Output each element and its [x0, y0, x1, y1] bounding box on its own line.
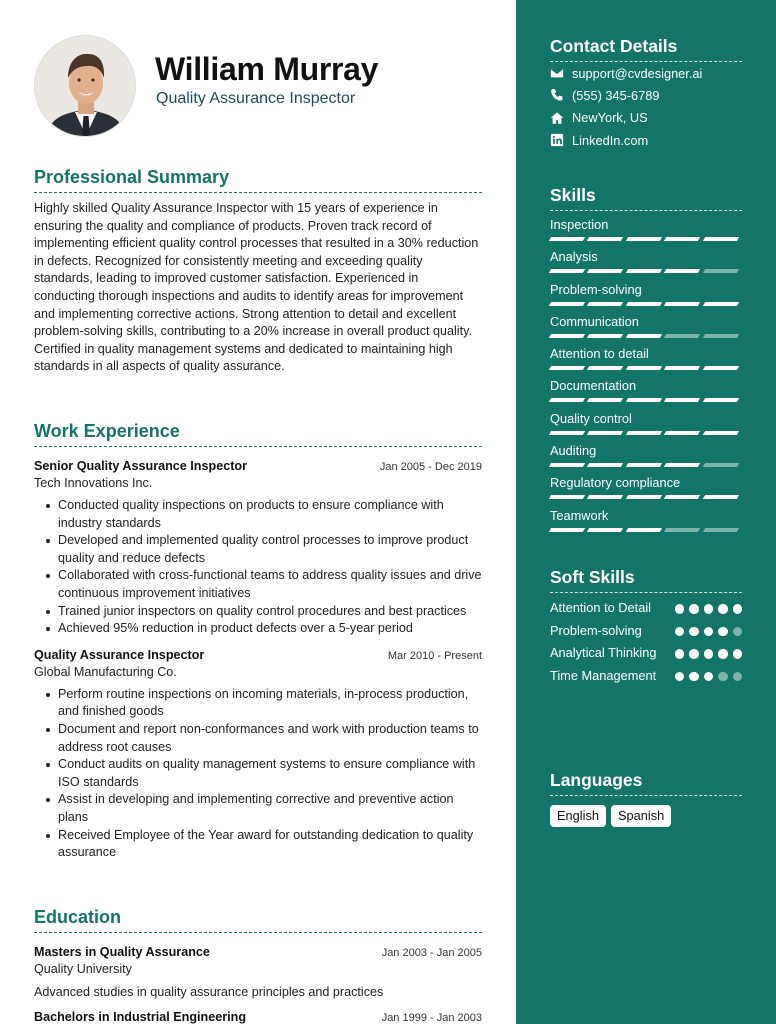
- skill-level-segment: [664, 528, 701, 532]
- list-item: Assist in developing and implementing corrective and preventive action plans: [34, 791, 482, 826]
- job-bullets: [34, 686, 482, 862]
- rating-dot: [718, 672, 728, 682]
- skill-level-segment: [664, 398, 701, 402]
- skill-item: [550, 408, 742, 440]
- envelope-icon: [550, 66, 564, 80]
- skill-level-segment: [587, 495, 624, 499]
- skill-item: [550, 214, 742, 246]
- skill-level-bar: [550, 366, 742, 370]
- education-description: Advanced studies in quality assurance principles and practices: [34, 985, 384, 999]
- skill-level-segment: [702, 269, 739, 273]
- soft-skill-label: Analytical Thinking: [550, 645, 657, 660]
- contact-linkedin[interactable]: [550, 129, 742, 151]
- summary-heading: Professional Summary: [34, 166, 482, 193]
- skill-level-segment: [664, 334, 701, 338]
- skill-item: [550, 440, 742, 472]
- job-entry: [34, 458, 482, 638]
- skill-level-segment: [549, 463, 586, 467]
- rating-dot: [689, 672, 699, 682]
- contact-heading: Contact Details: [550, 35, 742, 62]
- degree-name: Masters in Quality Assurance: [34, 945, 210, 959]
- soft-skill-label: Time Management: [550, 667, 657, 683]
- skill-level-segment: [549, 366, 586, 370]
- skill-level-bar: [550, 431, 742, 435]
- job-company: Global Manufacturing Co.: [34, 664, 177, 679]
- contact-location-text: NewYork, US: [572, 110, 648, 126]
- skill-item: [550, 472, 742, 504]
- skills-list: [550, 214, 742, 537]
- skill-level-segment: [587, 528, 624, 532]
- skill-level-segment: [587, 237, 624, 241]
- soft-skills-heading: Soft Skills: [550, 566, 742, 593]
- degree-name: Bachelors in Industrial Engineering: [34, 1010, 247, 1024]
- list-item: Achieved 95% reduction in product defects over a 5-year period: [34, 620, 482, 638]
- skills-section: [550, 184, 742, 537]
- job-dates: Mar 2010 - Present: [387, 649, 482, 662]
- skill-label: Analysis: [550, 249, 598, 265]
- linkedin-icon: [550, 133, 564, 147]
- language-tag: Spanish: [611, 805, 671, 827]
- contact-email-text: support@cvdesigner.ai: [572, 65, 703, 81]
- avatar: [35, 36, 136, 137]
- skill-level-segment: [702, 463, 739, 467]
- soft-skill-item: [550, 644, 742, 662]
- skill-level-segment: [587, 334, 624, 338]
- skill-item: [550, 343, 742, 375]
- rating-dot: [704, 672, 714, 682]
- skill-level-segment: [702, 366, 739, 370]
- skill-label: Inspection: [550, 217, 609, 232]
- profile-photo: [34, 35, 136, 137]
- skill-level-segment: [702, 431, 739, 435]
- job-role: Quality Assurance Inspector: [34, 647, 205, 662]
- soft-skill-item: [550, 667, 742, 685]
- candidate-name: William Murray: [155, 51, 379, 87]
- rating-dot: [675, 627, 685, 637]
- soft-skill-item: [550, 599, 742, 617]
- skill-level-segment: [626, 398, 663, 402]
- skill-level-bar: [550, 237, 742, 241]
- skills-heading: Skills: [550, 184, 742, 211]
- skill-level-bar: [550, 302, 742, 306]
- rating-dot: [689, 604, 699, 614]
- languages-section: [550, 769, 742, 827]
- skill-level-segment: [664, 495, 701, 499]
- skill-level-segment: [664, 269, 701, 273]
- skill-label: Communication: [550, 313, 639, 329]
- rating-dot: [733, 604, 743, 614]
- rating-dot: [704, 604, 714, 614]
- skill-label: Attention to detail: [550, 346, 649, 362]
- rating-dot: [704, 649, 714, 659]
- contact-location: [550, 107, 742, 129]
- skill-level-segment: [702, 495, 739, 499]
- skill-level-segment: [626, 269, 663, 273]
- candidate-title: Quality Assurance Inspector: [156, 90, 356, 107]
- soft-skills-section: [550, 566, 742, 689]
- rating-dot: [675, 604, 685, 614]
- soft-skill-rating: [675, 644, 743, 659]
- education-section: [34, 906, 482, 1024]
- skill-level-segment: [549, 528, 586, 532]
- skill-level-segment: [549, 495, 586, 499]
- skill-level-segment: [664, 431, 701, 435]
- experience-section: [34, 420, 482, 862]
- soft-skill-label: Problem-solving: [550, 622, 642, 638]
- contact-section: [550, 35, 742, 151]
- education-entry: [34, 944, 482, 1001]
- list-item: Document and report non-conformances and work with production teams to address root causes: [34, 721, 482, 756]
- language-tag: English: [550, 805, 606, 827]
- skill-level-segment: [626, 528, 663, 532]
- skill-level-bar: [550, 269, 742, 273]
- skill-level-segment: [664, 463, 701, 467]
- skill-level-bar: [550, 528, 742, 532]
- skill-level-segment: [626, 366, 663, 370]
- rating-dot: [733, 649, 743, 659]
- skill-label: Documentation: [550, 378, 637, 394]
- skill-label: Regulatory compliance: [550, 475, 681, 491]
- skill-level-segment: [626, 302, 663, 306]
- list-item: Collaborated with cross-functional teams to address quality issues and drive continuous improvement initiatives: [34, 567, 482, 602]
- soft-skill-rating: [675, 599, 743, 614]
- skill-level-segment: [587, 269, 624, 273]
- skill-level-segment: [626, 334, 663, 338]
- contact-phone[interactable]: [550, 84, 742, 106]
- job-entry: [34, 647, 482, 862]
- rating-dot: [689, 649, 699, 659]
- skill-level-segment: [702, 237, 739, 241]
- experience-heading: Work Experience: [34, 420, 482, 447]
- skill-label: Auditing: [550, 443, 597, 459]
- contact-email[interactable]: [550, 62, 742, 84]
- soft-skills-list: [550, 599, 742, 684]
- skill-level-segment: [587, 431, 624, 435]
- soft-skill-item: [550, 622, 742, 640]
- skill-item: [550, 375, 742, 407]
- rating-dot: [733, 672, 743, 682]
- skill-level-segment: [549, 237, 586, 241]
- education-dates: Jan 1999 - Jan 2003: [381, 1012, 482, 1024]
- skill-level-segment: [587, 366, 624, 370]
- summary-text: Highly skilled Quality Assurance Inspector with 15 years of experience in ensuring the quality and compliance of products. Proven track record of implementing efficient quality control processes that resulted in a 30% reduction in defects. Recognized for consistently meeting and exceeding quality standards, leading to improved customer satisfaction. Experienced in conducting thorough inspections and audits to identify areas for improvement and implementing corrective actions. Strong attention to detail and excellent problem-solving skills, contributing to a 20% increase in overall product quality. Certified in quality management systems and dedicated to maintaining high standards in all aspects of quality assurance.: [34, 201, 479, 374]
- rating-dot: [718, 649, 728, 659]
- skill-level-segment: [702, 302, 739, 306]
- skill-level-bar: [550, 495, 742, 499]
- skill-level-bar: [550, 463, 742, 467]
- skill-label: Quality control: [550, 410, 632, 426]
- skill-level-segment: [702, 398, 739, 402]
- job-company: Tech Innovations Inc.: [34, 476, 153, 490]
- skill-item: [550, 246, 742, 278]
- skill-level-segment: [587, 398, 624, 402]
- skill-item: [550, 505, 742, 537]
- rating-dot: [718, 627, 728, 637]
- rating-dot: [718, 604, 728, 614]
- skill-item: [550, 311, 742, 343]
- education-heading: Education: [34, 906, 482, 933]
- list-item: Trained junior inspectors on quality control procedures and best practices: [34, 603, 482, 621]
- soft-skill-rating: [675, 622, 743, 637]
- skill-level-segment: [664, 366, 701, 370]
- soft-skill-label: Attention to Detail: [550, 600, 652, 615]
- contact-linkedin-text: LinkedIn.com: [572, 132, 649, 148]
- skill-level-segment: [587, 463, 624, 467]
- contact-phone-text: (555) 345-6789: [572, 87, 660, 103]
- skill-level-segment: [549, 431, 586, 435]
- skill-level-segment: [549, 302, 586, 306]
- skill-level-segment: [587, 302, 624, 306]
- skill-level-bar: [550, 334, 742, 338]
- skill-level-segment: [626, 495, 663, 499]
- skill-level-segment: [626, 237, 663, 241]
- rating-dot: [675, 672, 685, 682]
- sidebar: [516, 0, 776, 1024]
- school-name: Quality University: [34, 962, 132, 976]
- languages-heading: Languages: [550, 769, 742, 796]
- skill-level-segment: [626, 463, 663, 467]
- skill-level-segment: [702, 334, 739, 338]
- soft-skill-rating: [675, 667, 743, 682]
- phone-icon: [550, 88, 564, 102]
- job-bullets: [34, 497, 482, 638]
- skill-level-segment: [664, 237, 701, 241]
- list-item: Conducted quality inspections on products to ensure compliance with industry standards: [34, 497, 482, 532]
- skill-label: Teamwork: [550, 507, 609, 523]
- job-role: Senior Quality Assurance Inspector: [34, 459, 247, 473]
- list-item: Conduct audits on quality management systems to ensure compliance with ISO standards: [34, 756, 482, 791]
- list-item: Perform routine inspections on incoming materials, in-process production, and finished goods: [34, 686, 482, 721]
- skill-item: [550, 279, 742, 311]
- rating-dot: [704, 627, 714, 637]
- rating-dot: [733, 627, 743, 637]
- list-item: Received Employee of the Year award for outstanding dedication to quality assurance: [34, 827, 482, 862]
- skill-level-bar: [550, 398, 742, 402]
- job-dates: Jan 2005 - Dec 2019: [379, 461, 482, 473]
- skill-level-segment: [664, 302, 701, 306]
- education-entry: [34, 1009, 482, 1024]
- skill-label: Problem-solving: [550, 281, 642, 297]
- rating-dot: [675, 649, 685, 659]
- skill-level-segment: [549, 398, 586, 402]
- rating-dot: [689, 627, 699, 637]
- skill-level-segment: [549, 334, 586, 338]
- skill-level-segment: [626, 431, 663, 435]
- skill-level-segment: [702, 528, 739, 532]
- education-dates: Jan 2003 - Jan 2005: [381, 947, 482, 959]
- skill-level-segment: [549, 269, 586, 273]
- languages-list: [550, 805, 742, 827]
- list-item: Developed and implemented quality control processes to improve product quality and reduce defects: [34, 532, 482, 567]
- summary-section: [34, 166, 482, 376]
- home-icon: [550, 111, 564, 125]
